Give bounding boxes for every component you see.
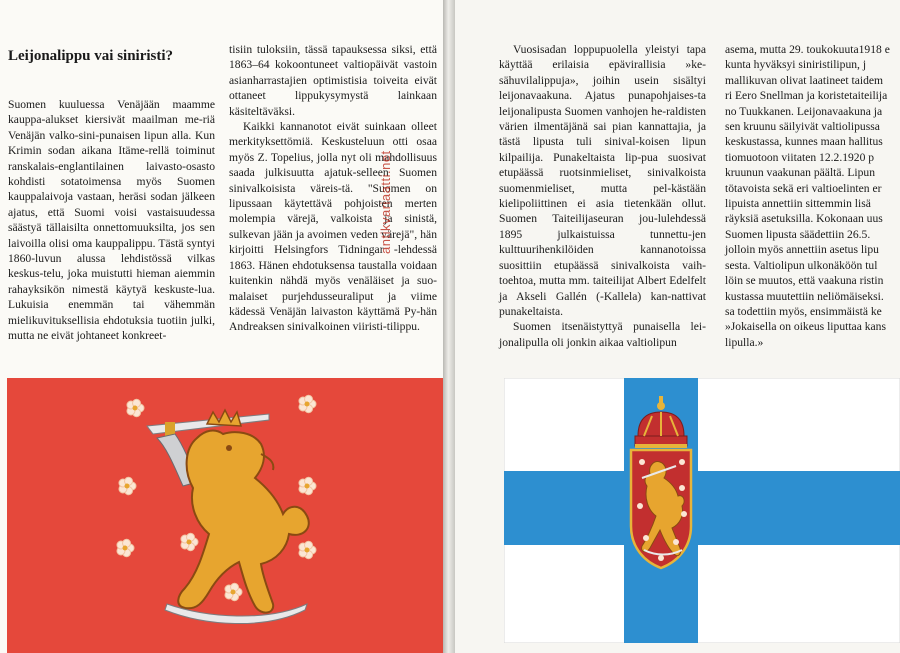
text-line: räyksiä asetuksilla. Kokonaan uus (725, 212, 883, 226)
left-column-2 (229, 42, 437, 335)
text-line: löin se muutos, että vaakuna ristin (725, 274, 884, 288)
text-line: sesta. Valtiolipun ulkonäköön tul (725, 258, 878, 272)
lion-flag-image (7, 378, 443, 653)
lion-coat-of-arms-icon (631, 450, 691, 568)
paragraph: Suomen kuuluessa Venäjään maamme kauppa-alukset kiersivät maailman me-riä Venäjän valko-sini-punaisen lipun alla. Kun Krimin sodan aikana Itäme-rellä toiminut ranskalais-englantilainen laivasto-osasto kohdisti sotatoimensa myös Suomen kauppalaivoja vastaan, heräsi sodan jälkeen ajatus, että Suomi voisi vastaisuudessa säästyä tällaisilta onnettomuuksilta, jos sen laivoilla olisi oma kauppalippu. Tästä syntyi 1860-luvun alussa lehdistössä vilkas keskus-telu, joka muistutti hieman aiemmin rahayksikön nimestä käytyä keskuste-lua. Lukuisia enemmän tai vähemmän mielikuvituksellisia ehdotuksia tuotiin julki, mutta ne eivät johtaneet konkreet- (8, 98, 215, 343)
text-line: tiomuotoon viitaten 12.2.1920 p (725, 150, 875, 164)
article-heading: Leijonalippu vai siniristi? (8, 48, 174, 64)
finnish-state-flag-image (504, 378, 900, 643)
left-column-1 (8, 97, 215, 344)
right-column-2 (725, 42, 900, 350)
text-line: sen kruunu säilyivät valtiolipussa (725, 120, 880, 134)
text-line: lipuista annettiin sittemmin lisä (725, 197, 871, 211)
text-line: mallikuvan olivat laatineet taidem (725, 73, 884, 87)
horizontal-cross-bar (504, 471, 900, 545)
paragraph: Kaikki kannanotot eivät suinkaan olleet merkityksettömiä. Keskusteluun otti osaa myös Z. Topelius, jolla nyt oli mahdollisuus saada julkisuutta ajatuk-selleen Suomen sinivalkoisista väreis-tä. "Suomen on lipussaan käytettävä pohjoisten merten molempia värejä, valkoista ja sinistä, sulkevan jään ja avoimen veden värejä", hän kirjoitti Helsingfors Tidningar -lehdessä 1863. Hänen ehdotuksensa taustalla voidaan kuitenkin nähdä myös venäläiset ja suo-malaiset purjehdusseuraliput ja viime kädessä Venäjän laivaston käyttämä Py-hän Andreaksen sinivalkoinen viiristi-tilippu. (229, 120, 437, 334)
text-line: ri Eero Snellman ja koristetaiteilija (725, 89, 888, 103)
text-line: tötavoista sekä eri valtioelinten er (725, 181, 882, 195)
text-line: kunta hyväksyi siniristilipun, j (725, 58, 867, 72)
right-page (455, 0, 900, 653)
left-page (0, 0, 443, 653)
watermark-stamp: antikvariaatti.net (378, 150, 393, 254)
paragraph: tisiin tuloksiin, tässä tapauksessa siksi, että 1863–64 kokoontuneet valtiopäivät vastoin asianharrastajien optimistisia toiveita eivät ottaneet lippukysymystä lainkaan käsiteltäväksi. (229, 43, 437, 118)
text-line: keskustassa, kunnes maan hallitus (725, 135, 883, 149)
text-line: no Tuukkanen. Leijonavaakuna ja (725, 104, 883, 118)
text-line: kustassa muutettiin neliömäiseksi. (725, 289, 884, 303)
text-line: lipulla.» (725, 335, 764, 349)
text-line: sa todettiin myös, ensimmäistä ke (725, 304, 882, 318)
text-line: Suomen lipusta säädettiin 26.5. (725, 227, 871, 241)
text-line: kruunun vaakunan päältä. Lipun (725, 166, 876, 180)
text-line: jolloin myös annettiin asetus lipu (725, 243, 879, 257)
text-line: »Jokaisella on oikeus liputtaa kans (725, 320, 886, 334)
paragraph: Suomen itsenäistyttyä punaisella lei-jonalipulla oli jonkin aikaa valtiolipun (499, 320, 706, 349)
right-column-1 (499, 42, 706, 350)
text-line: asema, mutta 29. toukokuuta1918 e (725, 43, 890, 56)
book-gutter (443, 0, 455, 653)
paragraph: Vuosisadan loppupuolella yleistyi tapa käyttää erilaisia epävirallisia »ke-sähuvilalippuja», joihin usein sisältyi leijonavaakuna. Ajatus punapohjaises-ta leijonalipusta Suomen vanhojen he-raldisten värien ilmentäjänä sai pian kannattajia, ja tästä lipusta tuli sinival-koisen lipun kilpailija. Punakeltaista lip-pua suosivat etupäässä ruotsinmieliset, sinivalkoista suomenmieliset, mutta pel-kästään kielipoliittinen ei asia tietenkään ollut. Suomen Taiteilijaseuran jou-lulehdessä 1895 julkaistuissa tunnettu-jen kulttuurihenkilöiden kannanotoissa suosittiin etupäässä sinivalkoista vaih-toehtoa, mutta mm. taiteilijat Albert Edelfelt ja Akseli Gallén (-Kallela) kan-nattivat punakeltaista. (499, 43, 706, 318)
